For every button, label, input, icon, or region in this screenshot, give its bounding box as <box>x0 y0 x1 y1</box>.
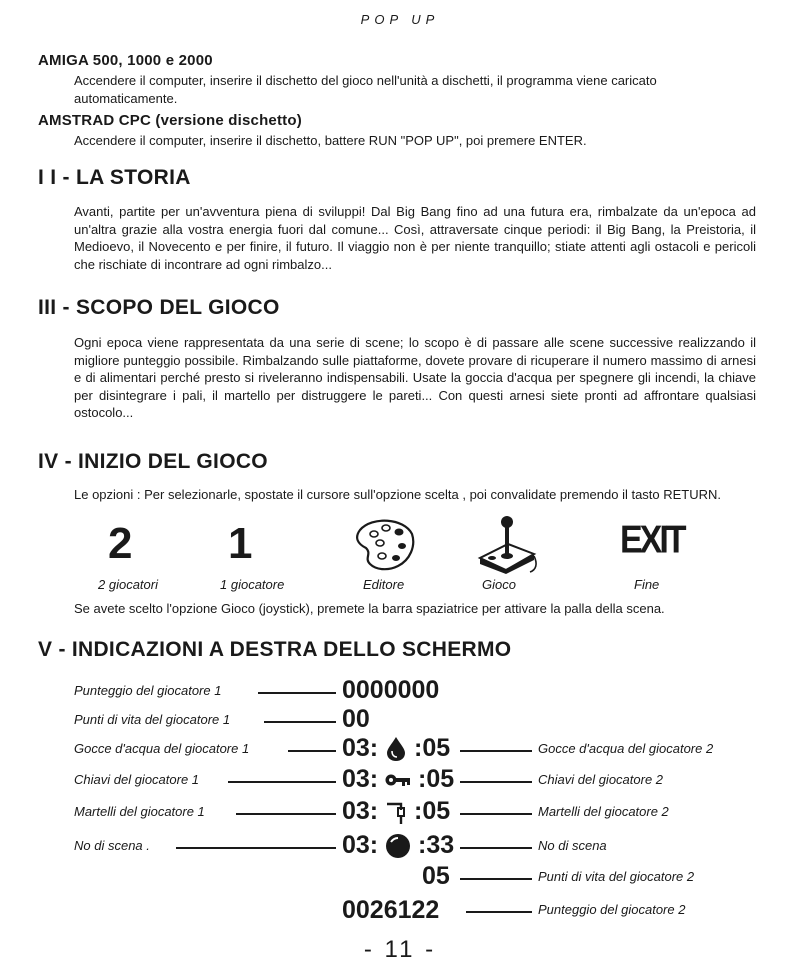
leader-line <box>460 847 532 849</box>
page-number: - 11 - <box>363 936 437 963</box>
value-hammers-row <box>342 797 450 825</box>
label-life-p2: Punti di vita del giocatore 2 <box>538 869 695 884</box>
inizio-note: Se avete scelto l'opzione Gioco (joystick), premete la barra spaziatrice per attivare la palla della scena. <box>74 601 665 616</box>
value-keys-p1: 03: <box>342 765 379 793</box>
option-2-players-caption: 2 giocatori <box>98 577 158 592</box>
label-score-p1: Punteggio del giocatore 1 <box>74 683 222 698</box>
inizio-intro: Le opzioni : Per selezionarle, spostate il cursore sull'opzione scelta , poi convalidate premendo il tasto RETURN. <box>74 487 722 502</box>
palette-icon <box>352 516 416 572</box>
value-water-p2: :05 <box>414 734 451 762</box>
exit-logo: EXIT <box>620 518 684 562</box>
leader-line <box>460 813 532 815</box>
value-water-p1: 03: <box>342 734 379 762</box>
amiga-title: AMIGA 500, 1000 e 2000 <box>38 52 213 69</box>
value-scene-p1: 03: <box>342 831 379 859</box>
water-drop-icon <box>385 736 407 762</box>
amiga-line-1: Accendere il computer, inserire il dischetto del gioco nell'unità a dischetti, il programma viene caricato <box>74 73 657 88</box>
leader-line <box>460 750 532 752</box>
option-2-players-symbol: 2 <box>108 519 133 568</box>
value-score-p2: 0026122 <box>342 896 440 924</box>
value-life-p2: 05 <box>422 862 450 890</box>
joystick-icon <box>476 514 538 574</box>
value-score-p1: 0000000 <box>342 676 440 704</box>
scopo-heading: III - SCOPO DEL GIOCO <box>38 296 280 319</box>
indicazioni-heading: V - INDICAZIONI A DESTRA DELLO SCHERMO <box>38 638 512 661</box>
value-water-row <box>342 734 450 762</box>
key-icon <box>385 772 411 788</box>
amstrad-title: AMSTRAD CPC (versione dischetto) <box>38 112 302 129</box>
option-game-caption: Gioco <box>482 577 516 592</box>
leader-line <box>236 813 336 815</box>
scopo-paragraph: Ogni epoca viene rappresentata da una serie di scene; lo scopo è di passare alle scene successive realizzando il migliore punteggio possibile. Rimbalzando sulle piattaforme, dovete provare di ricuperare il numero massimo di arnesi e di alimentari perché presto si riveleranno indispensabili. Usate la goccia d'acqua per spegnere gli incendi, la chiave per disintegrare i pali, il martello per distruggere le pareti... Con questi arnesi siete pronti ad affrontare qualsiasi ostocolo... <box>74 335 756 420</box>
leader-line <box>460 781 532 783</box>
label-hammers-p2: Martelli del giocatore 2 <box>538 804 669 819</box>
value-hammers-p2: :05 <box>414 797 451 825</box>
label-life-p1: Punti di vita del giocatore 1 <box>74 712 231 727</box>
amiga-line-2: automaticamente. <box>74 91 178 106</box>
leader-line <box>264 721 336 723</box>
option-exit-caption: Fine <box>634 577 660 592</box>
label-water-p2: Gocce d'acqua del giocatore 2 <box>538 741 714 756</box>
value-life-p1: 00 <box>342 705 370 733</box>
option-editor-caption: Editore <box>363 577 405 592</box>
value-scene-p2: :33 <box>418 831 455 859</box>
amstrad-line-1: Accendere il computer, inserire il dischetto, battere RUN "POP UP", poi premere ENTER. <box>74 133 587 148</box>
label-keys-p2: Chiavi del giocatore 2 <box>538 772 664 787</box>
value-keys-p2: :05 <box>418 765 455 793</box>
leader-line <box>258 692 336 694</box>
label-score-p2: Punteggio del giocatore 2 <box>538 902 686 917</box>
leader-line <box>176 847 336 849</box>
leader-line <box>228 781 336 783</box>
storia-paragraph: Avanti, partite per un'avventura piena di sviluppi! Dal Big Bang fino ad una futura era, rimbalzate da un'epoca ad un'altra grazie alla vostra energia fuori dal comune... Così, attraversate cinque periodi: il Big Bang, la Preistoria, il Medioevo, il Novecento e per finire, il futuro. Il viaggio non è per niente tranquillo; stiate attenti agli ostacoli e pericoli che rischiate di incontrare ad ogni rimbalzo... <box>74 204 756 272</box>
leader-line <box>466 911 532 913</box>
hammer-icon <box>385 799 407 825</box>
scene-disc-icon <box>385 833 411 859</box>
label-hammers-p1: Martelli del giocatore 1 <box>74 804 205 819</box>
label-scene-p2: No di scena <box>538 838 607 853</box>
storia-heading: I I - LA STORIA <box>38 166 191 189</box>
value-keys-row <box>342 765 454 793</box>
page-header: POP UP <box>360 12 440 27</box>
option-1-player-symbol: 1 <box>228 519 253 568</box>
value-hammers-p1: 03: <box>342 797 379 825</box>
label-keys-p1: Chiavi del giocatore 1 <box>74 772 200 787</box>
inizio-heading: IV - INIZIO DEL GIOCO <box>38 450 268 473</box>
option-1-player-caption: 1 giocatore <box>220 577 285 592</box>
leader-line <box>288 750 336 752</box>
label-water-p1: Gocce d'acqua del giocatore 1 <box>74 741 250 756</box>
leader-line <box>460 878 532 880</box>
value-scene-row <box>342 831 454 859</box>
label-scene-p1: No di scena . <box>74 838 150 853</box>
